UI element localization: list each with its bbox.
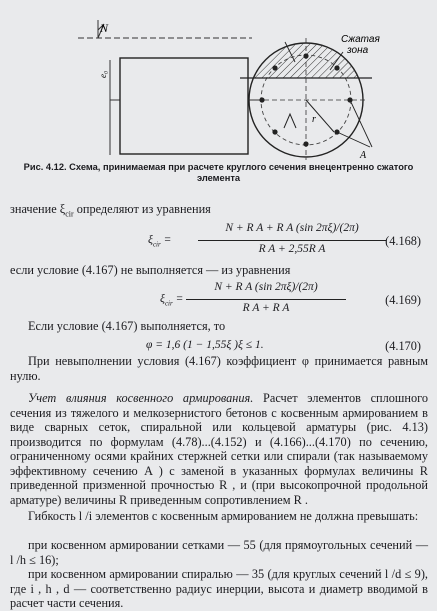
paragraph-fail: При невыполнении условия (4.167) коэффициент φ принимается равным нулю. — [10, 354, 428, 383]
label-zone-1: Сжатая — [341, 34, 380, 45]
label-rk: r — [312, 114, 316, 125]
flexibility-item-1: при косвенном армировании сетками — 55 (для прямоугольных сечений — l /h ≤ 16); — [10, 538, 428, 567]
eq169-numerator: N + R A (sin 2πξ)/(2π) — [214, 281, 318, 293]
label-e0: e₀ — [98, 70, 108, 78]
eq170: φ = 1,6 (1 − 1,55ξ )ξ ≤ 1. — [146, 339, 264, 351]
label-zone-2: зона — [347, 45, 369, 56]
eq170-number: (4.170) — [385, 339, 421, 353]
flexibility-title: Гибкость l /i элементов с косвенным армированием не должна превышать: — [28, 509, 419, 523]
intro-rest: определяют из уравнения — [73, 202, 211, 216]
figure-caption — [0, 162, 437, 184]
section-title: Учет влияния косвенного армирования. — [28, 391, 254, 405]
section-paragraph — [10, 391, 428, 507]
section-text: Расчет элементов сплошного сечения из тяжелого и мелкозернистого бетонов с косвенным армированием в виде сварных сеток, спиральной или кольцевой арматуры (рис. 4.13) производится по формулам (4.78)...(4.152) и (4.166)...(4.170) по сечению, ограниченному осями крайних стержней сетки или спирали (так называемому эффективному сечению A ) с заменой в указанных формулах величины R приведенной призменной прочностью R , и (при высокопрочной продольной арматуре) величины R приведенным сопротивлением R . — [10, 391, 429, 507]
condition-2: Если условие (4.167) выполняется, то — [28, 319, 226, 333]
label-asr: A — [360, 150, 367, 161]
intro-text: значение ξ — [10, 202, 66, 216]
eq169-bar — [186, 299, 346, 300]
eq168-number: (4.168) — [385, 234, 421, 248]
caption-line-2: элемента — [196, 173, 241, 183]
eq168-bar — [198, 240, 386, 241]
eq169-lhs: $\xi_{cir}$ = — [160, 293, 184, 308]
intro-sub: cir — [65, 209, 74, 219]
eq169-number: (4.169) — [385, 293, 421, 307]
label-n: N — [100, 21, 109, 35]
eq169-denominator: R A + R A — [242, 302, 290, 314]
caption-line-1: Рис. 4.12. Схема, принимаемая при расчете круглого сечения внецентренно сжатого — [23, 162, 414, 172]
eq168-denominator: R A + 2,55R A — [258, 243, 326, 255]
eq168-numerator: N + R A + R A (sin 2πξ)/(2π) — [225, 222, 359, 234]
eq168-lhs: $\xi_{cir}$ = — [148, 234, 172, 249]
intro-line — [10, 202, 430, 222]
figure-4-12 — [0, 0, 437, 162]
condition-1: если условие (4.167) не выполняется — из уравнения — [10, 263, 291, 277]
flexibility-item-2: при косвенном армировании спиралью — 35 (для круглых сечений l /d ≤ 9), где i , h , d — соответственно радиус инерции, высота и диаметр вводимой в расчет части сечения. — [10, 567, 428, 610]
